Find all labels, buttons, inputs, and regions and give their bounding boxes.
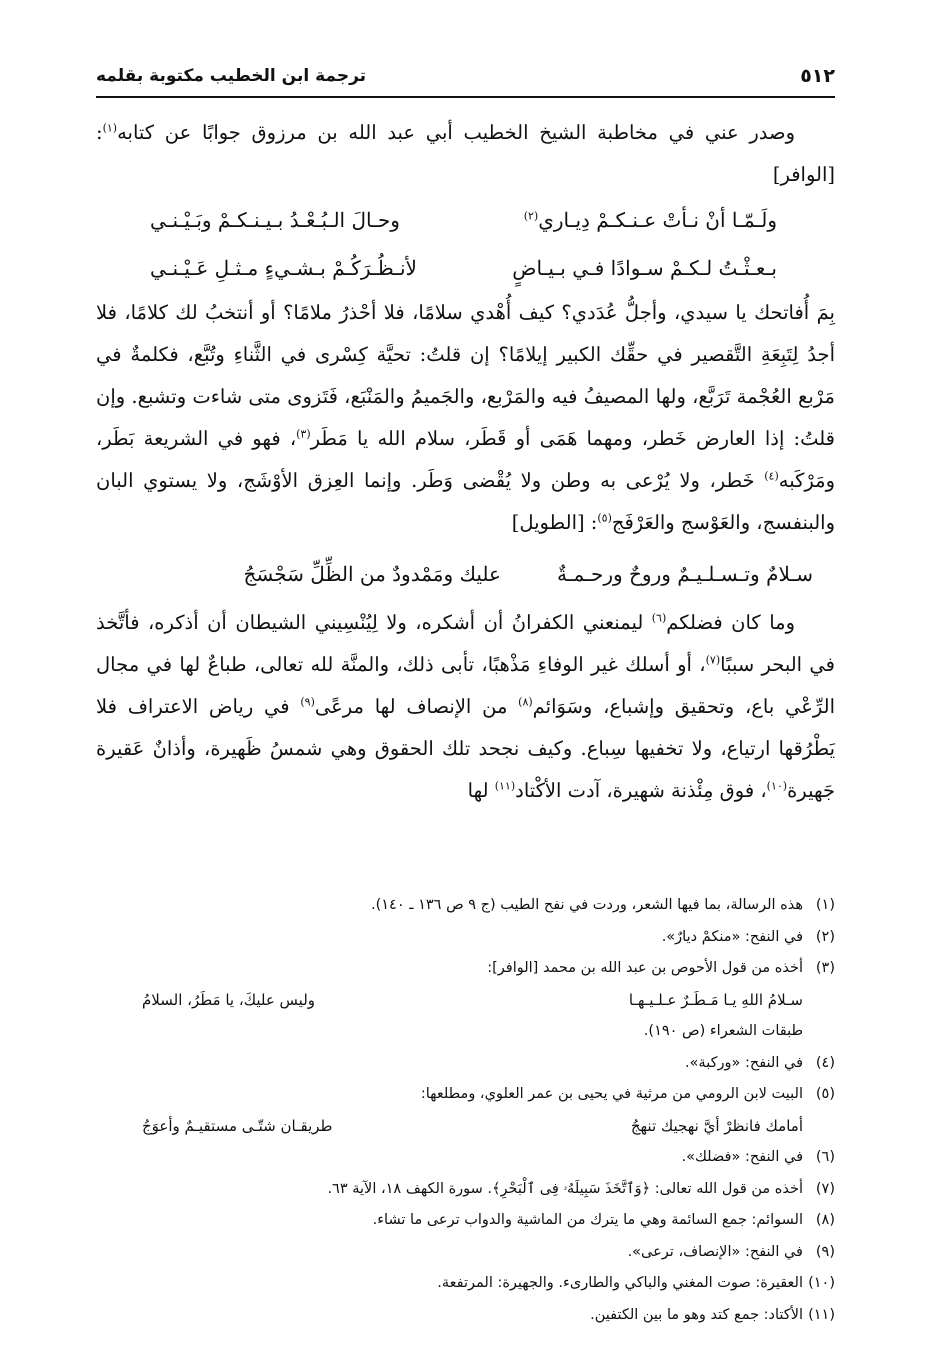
footnotes (96, 890, 835, 1331)
footnote-ref-7: (٧) (705, 653, 721, 667)
meter-label-wafir: : [الوافر] (96, 121, 835, 186)
verse-3-first-hemistich: سـلامٌ وتـسـلـيـمٌ وروحٌ ورحـمـةٌ (556, 562, 813, 586)
poem-verse-2 (96, 244, 835, 292)
footnote-8: (٨) السوائم: جمع السائمة وهي ما يترك من الماشية والدواب ترعى ما تشاء. (372, 1212, 835, 1228)
footnote-ref-8: (٨) (518, 695, 533, 709)
footnote-ref-9: (٩) (300, 695, 315, 709)
footnote-ref-2: (٢) (523, 209, 539, 223)
verse-1-second-hemistich: وحـالَ الـبُـعْـدُ بـيـنـكـمْ وبَـيْـنـي (150, 208, 400, 232)
footnote-ref-3: (٣) (296, 427, 311, 441)
intro-paragraph (96, 112, 835, 196)
footnote-ref-5: (٥) (597, 511, 612, 525)
verse-1-first-hemistich: ولَـمّـا أنْ نـأتْ عـنـكـمْ دِيـاري$^{(٢)}$ (523, 208, 777, 232)
footnote-1: (١) هذه الرسالة، بما فيها الشعر، وردت في نفح الطيب (ج ٩ ص ١٣٦ ـ ١٤٠). (370, 897, 835, 913)
prose-paragraph-2: وما كان فضلكم$^{(٦)}$ ليمنعني الكفرانُ أن أشكره، ولا لِيُنْسِيني الشيطان أن أذكره، فأتَّخذ في البحر سببًا$^{(٧)}$، أو أسلك غير الوفاءِ مَذْهبًا، تأبى ذلك، والمنَّة لله تعالى، طباعٌ لها في مجال الرِّعْي باع، وتحقيق وإشباع، وسَوَائم$^{(٨)}$ من الإنصاف لها مرعًى$^{(٩)}$ في رياض الاعتراف فلا يَطْرُقها ارتياع، ولا تخفيها سِباع. وكيف نجحد تلك الحقوق وهي شمسُ ظَهيرة، وأذانٌ عَقيرة جَهيرة$^{(١٠)}$، فوق مِئْذنة شهيرة، آدت الأكْتاد$^{(١١)}$ لها (96, 611, 835, 802)
footnote-10: (١٠) العقيرة: صوت المغني والباكي والطارىء. والجهيرة: المرتفعة. (437, 1275, 835, 1291)
page-header (96, 56, 835, 98)
main-text (96, 112, 835, 812)
footnote-4: (٤) في النفح: «وركبة». (684, 1054, 835, 1071)
footnote-3-verse: سـلامُ اللهِ يـا مَـطَـرٌ عـلـيـهـا وليس عليكَ، يا مَطَرُ، السلامُ (142, 990, 803, 1009)
footnote-ref-11: (١١) (494, 779, 516, 793)
intro-line-1: وصدر عني في مخاطبة الشيخ الخطيب أبي عبد الله بن مرزوق جوابًا عن (164, 121, 795, 144)
footnote-9: (٩) في النفح: «الإنصاف، ترعى». (627, 1243, 835, 1260)
prose-paragraph-1: بِمَ أُفاتحك يا سيدي، وأجلُّ عُدَدي؟ كيف أُهْدي سلامًا، فلا أحْذرُ ملامًا؟ أو أنتخبُ لك كلامًا، فلا أجدُ لِتَبِعَةِ التَّقصير في حقِّك الكبير إيلامًا؟ إن قلتُ: تحيَّة كِسْرى في الثَّناءِ وتُبَّع، فكلمةٌ في مَرْبع العُجْمة تَرَبَّع، ولها المصيفُ فيه والمَرْبع، والجَميمُ والمَنْبَع، فَتَزوى متى شاءت وتشبع. وإن قلتُ: إذا العارض خَطر، ومهما هَمَى أو قَطَر، سلام الله يا مَطَر$^{(٣)}$، فهو في الشريعة بَطَر، ومَرْكَبه$^{(٤)}$ خَطر، ولا يُرْعى به وطن ولا يُقْضى وَطَر. وإنما العِزق الأوْشَج، ولا يستوي البان والبنفسج، والعَوْسج والعَرْفَج$^{(٥)}$: [الطويل] (96, 301, 835, 534)
footnote-5: (٥) البيت لابن الرومي من مرثية في يحيى بن عمر العلوي، ومطلعها: (420, 1086, 835, 1102)
footnote-6: (٦) في النفح: «فضلك». (681, 1149, 835, 1165)
footnote-11: (١١) الأكتاد: جمع كتد وهو ما بين الكتفين. (590, 1306, 835, 1323)
page-number: ٥١٢ (800, 65, 835, 87)
footnote-ref-4: (٤) (764, 469, 779, 483)
footnote-2: (٢) في النفح: «منكمْ ديارٌ». (661, 928, 835, 945)
footnote-ref-1: (١) (102, 121, 118, 135)
footnote-5-verse: أمامك فانظرْ أيَّ نهجيك تنهجُ طريقـان شتّـى مستقيـمٌ وأعوَجُ (142, 1116, 803, 1135)
verse-2-second-hemistich: لأنـظُـرَكُـمْ بـشـيءٍ مـثـلِ عَـيْـنـي (150, 256, 417, 280)
poem-verse-1 (96, 196, 835, 244)
footnote-7: (٧) أخذه من قول الله تعالى: ﴿وَٱتَّخَذَ سَبِيلَهُۥ فِى ٱلْبَحْرِ﴾. سورة الكهف ١٨، الآية ٦٣. (327, 1180, 835, 1197)
poem-verse-3 (96, 544, 835, 602)
verse-2-first-hemistich: بـعـثْـتُ لـكـمْ سـوادًا فـي بـيـاضٍ (512, 256, 777, 280)
footnote-ref-6: (٦) (651, 611, 667, 625)
footnote-3: (٣) أخذه من قول الأحوص بن عبد الله بن محمد [الوافر]: (487, 960, 835, 976)
footnote-ref-10: (١٠) (766, 779, 788, 793)
running-title: ترجمة ابن الخطيب مكتوبة بقلمه (96, 66, 367, 86)
intro-line-2: كتابه (117, 121, 155, 144)
footnote-3-source: طبقات الشعراء (ص ١٩٠). (643, 1023, 803, 1039)
meter-label-tawil: : [الطويل] (511, 511, 598, 534)
verse-3-second-hemistich: عليك ومَمْدودٌ من الظِّلِّ سَجْسَجُ (243, 562, 501, 586)
